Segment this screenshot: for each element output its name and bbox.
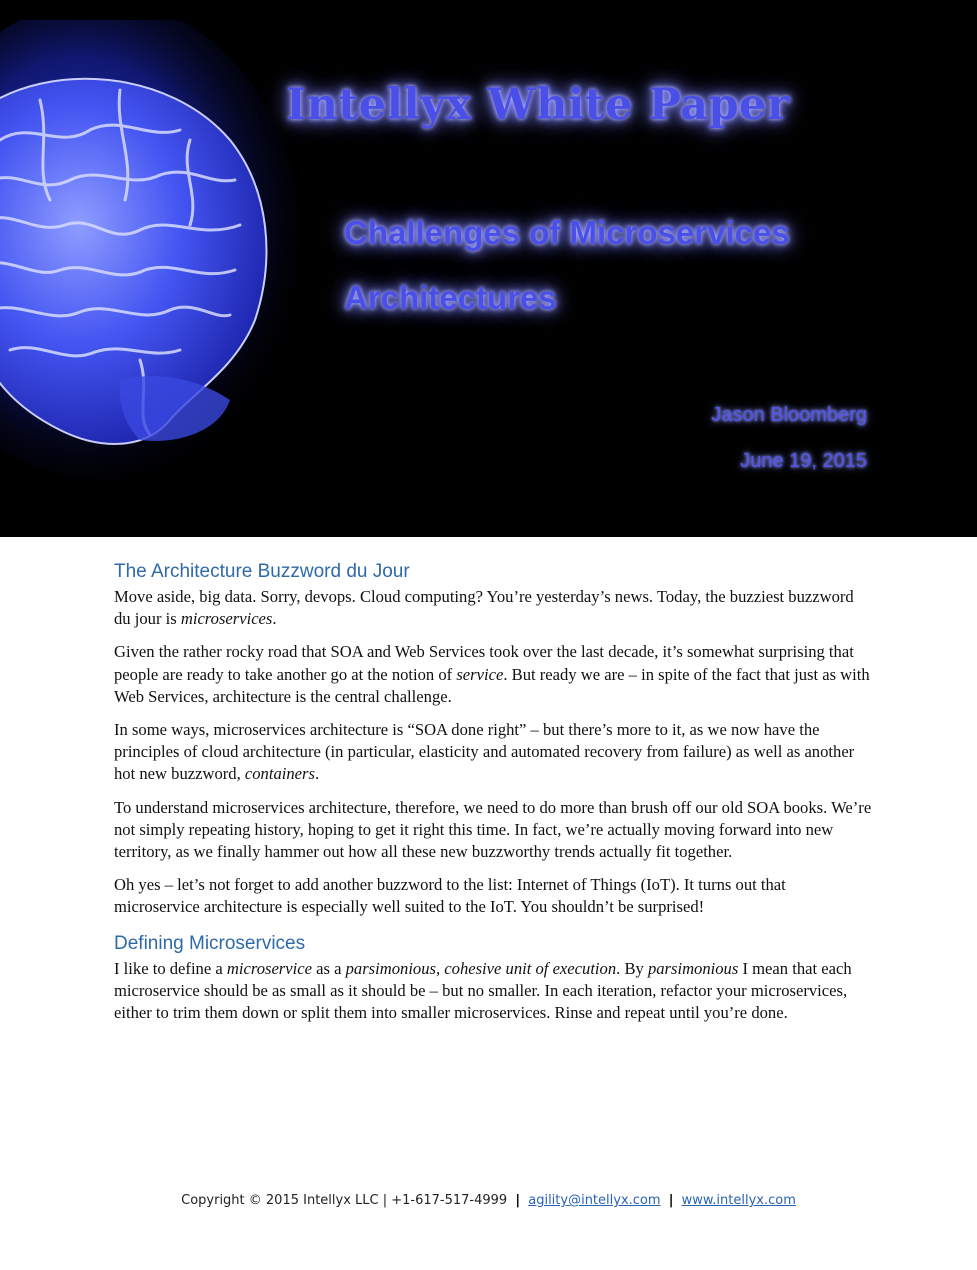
paragraph <box>114 719 874 786</box>
paper-title: Intellyx White Paper <box>286 80 791 130</box>
text-run: To understand microservices architecture, therefore, we need to do more than brush off our old SOA books. We’re not simply repeating history, hoping to get it right this time. In fact, we’re actually moving forward into new territory, as we finally hammer out how all these new buzzworthy trends actually fit together. <box>114 797 872 862</box>
paragraph <box>114 958 874 1025</box>
website-link[interactable]: www.intellyx.com <box>681 1193 796 1208</box>
emphasis: service <box>456 664 504 684</box>
text-run: . By <box>616 958 648 978</box>
text-run: Oh yes – let’s not forget to add another buzzword to the list: Internet of Things (IoT). It turns out that microservice architecture is especially well suited to the IoT. You shouldn’t be surprised! <box>114 875 786 917</box>
publication-date: June 19, 2015 <box>740 450 867 472</box>
emphasis: containers <box>244 764 315 784</box>
emphasis: parsimonious, cohesive unit of execution <box>345 958 617 978</box>
emphasis: microservice <box>226 958 312 978</box>
brain-icon <box>0 20 300 480</box>
text-run: . <box>272 609 277 629</box>
subtitle-line-2: Architectures <box>344 279 557 316</box>
text-run: . <box>314 764 320 784</box>
emphasis: microservices <box>180 609 273 629</box>
subtitle-line-1: Challenges of Microservices <box>344 214 790 251</box>
document-body <box>114 558 874 1035</box>
footer-separator: | <box>515 1193 521 1208</box>
emphasis: parsimonious <box>647 958 739 978</box>
text-run: Given the rather rocky road that SOA and Web Services took over the last decade, it’s somewhat surprising that people are ready to take another go at the notion of <box>114 642 854 684</box>
text-run: I like to define a <box>114 958 227 978</box>
section-heading-buzzword: The Architecture Buzzword du Jour <box>114 561 410 582</box>
text-run: I mean that each microservice should be as small as it should be – but no smaller. In each iteration, refactor your microservices, either to trim them down or split them into smaller microservices. Rinse and repeat until you’re done. <box>114 958 852 1023</box>
paper-subtitle <box>344 200 864 330</box>
paragraph <box>114 874 874 918</box>
email-link[interactable]: agility@intellyx.com <box>528 1193 661 1208</box>
section-heading-defining: Defining Microservices <box>114 932 306 954</box>
copyright-text: Copyright © 2015 Intellyx LLC | +1-617-517-4999 <box>181 1193 508 1208</box>
text-run: as a <box>311 958 346 978</box>
paragraph <box>114 586 874 630</box>
footer-separator: | <box>668 1193 674 1208</box>
paragraph <box>114 797 874 864</box>
page-footer <box>0 1193 977 1208</box>
text-run: Move aside, big data. Sorry, devops. Cloud computing? You’re yesterday’s news. Today, the buzziest buzzword du jour is <box>114 587 854 629</box>
author-name: Jason Bloomberg <box>711 404 867 426</box>
cover-banner <box>0 0 977 537</box>
paragraph <box>114 641 874 708</box>
brain-image <box>0 20 300 480</box>
text-run: In some ways, microservices architecture is “SOA done right” – but there’s more to it, as we now have the principles of cloud architecture (in particular, elasticity and automated recovery from failure) as well as another hot new buzzword, <box>114 720 855 784</box>
text-run: . But ready we are – in spite of the fact that just as with Web Services, architecture is the central challenge. <box>114 664 870 706</box>
